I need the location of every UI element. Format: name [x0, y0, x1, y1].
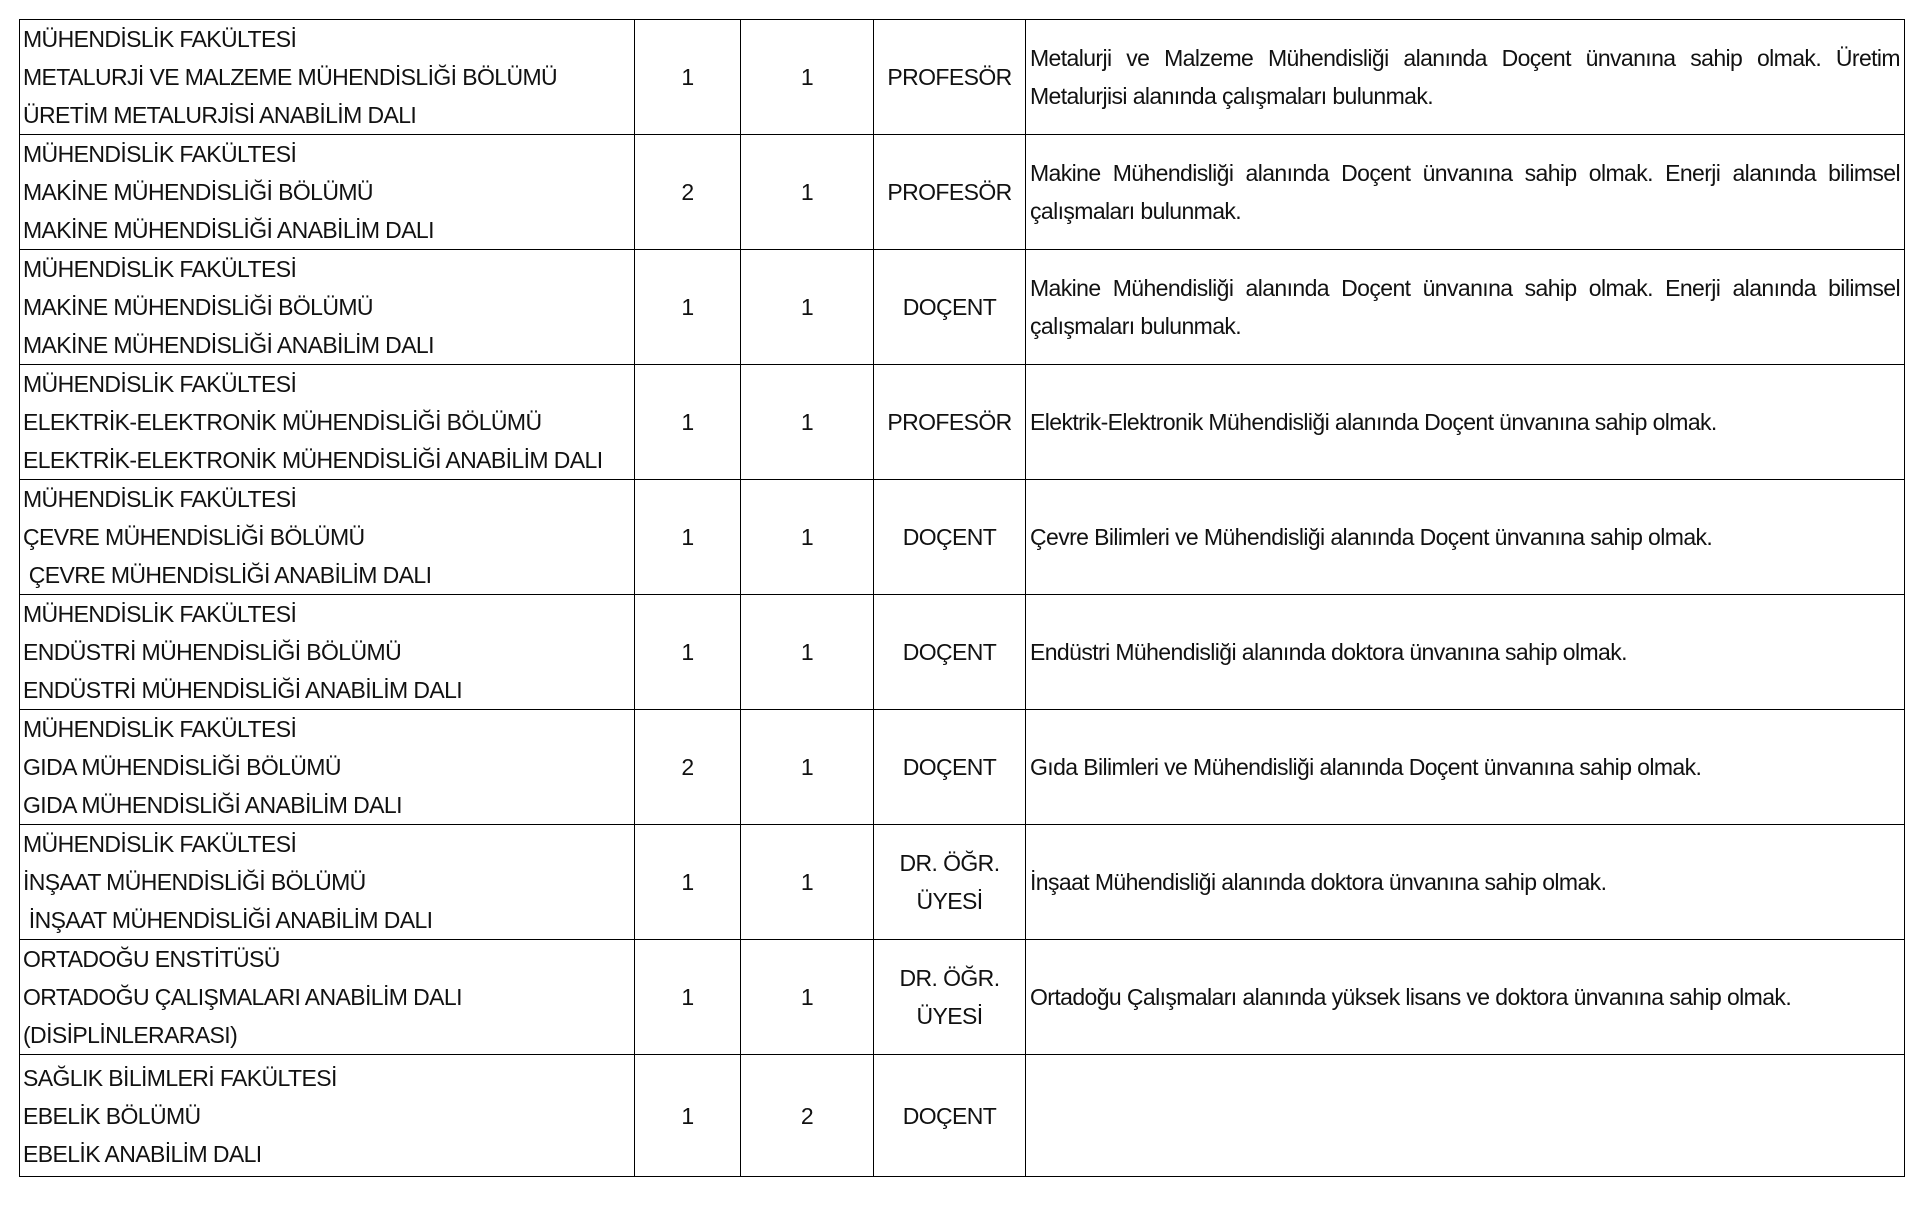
- unit-line: ÜRETİM METALURJİSİ ANABİLİM DALI: [23, 102, 417, 128]
- unit-line: MÜHENDİSLİK FAKÜLTESİ: [23, 601, 297, 627]
- title-cell: [874, 250, 1026, 365]
- title-cell: [874, 1055, 1026, 1177]
- table-row: [20, 135, 1905, 250]
- title-line: DOÇENT: [902, 294, 997, 320]
- unit-line: METALURJİ VE MALZEME MÜHENDİSLİĞİ BÖLÜMÜ: [23, 64, 558, 90]
- unit-line: EBELİK BÖLÜMÜ: [23, 1102, 201, 1129]
- table-row: [20, 20, 1905, 135]
- unit-line: SAĞLIK BİLİMLERİ FAKÜLTESİ: [23, 1064, 337, 1091]
- unit-line: (DİSİPLİNLERARASI): [23, 1022, 238, 1048]
- count-cell: 1: [635, 480, 741, 595]
- unit-line: MÜHENDİSLİK FAKÜLTESİ: [23, 831, 297, 857]
- count-cell-2: 1: [741, 365, 874, 480]
- unit-line: ELEKTRİK-ELEKTRONİK MÜHENDİSLİĞİ ANABİLİM DALI: [23, 447, 603, 473]
- title-line: PROFESÖR: [887, 179, 1012, 205]
- unit-line: ÇEVRE MÜHENDİSLİĞİ BÖLÜMÜ: [23, 524, 365, 550]
- unit-line: MAKİNE MÜHENDİSLİĞİ BÖLÜMÜ: [23, 294, 373, 320]
- unit-line: MÜHENDİSLİK FAKÜLTESİ: [23, 486, 297, 512]
- requirement-cell: Çevre Bilimleri ve Mühendisliği alanında Doçent ünvanına sahip olmak.: [1026, 480, 1905, 595]
- unit-line: ENDÜSTRİ MÜHENDİSLİĞİ ANABİLİM DALI: [23, 677, 463, 703]
- title-cell: [874, 940, 1026, 1055]
- unit-cell: [20, 135, 635, 250]
- title-line: PROFESÖR: [887, 64, 1012, 90]
- unit-line: GIDA MÜHENDİSLİĞİ BÖLÜMÜ: [23, 754, 341, 780]
- title-line: DOÇENT: [902, 639, 997, 665]
- requirement-cell: Ortadoğu Çalışmaları alanında yüksek lisans ve doktora ünvanına sahip olmak.: [1026, 940, 1905, 1055]
- table-row: [20, 595, 1905, 710]
- count-cell-2: 1: [741, 710, 874, 825]
- table-body: [20, 20, 1905, 1177]
- unit-cell: [20, 480, 635, 595]
- count-cell-2: 1: [741, 135, 874, 250]
- requirement-cell: [1026, 1055, 1905, 1177]
- count-cell: 1: [635, 595, 741, 710]
- position-table: [19, 19, 1905, 1177]
- title-line: DOÇENT: [902, 524, 997, 550]
- title-line: DR. ÖĞR.: [899, 850, 1000, 876]
- table-row: [20, 250, 1905, 365]
- requirement-cell: Endüstri Mühendisliği alanında doktora ünvanına sahip olmak.: [1026, 595, 1905, 710]
- count-cell: 1: [635, 20, 741, 135]
- table-row: [20, 480, 1905, 595]
- count-cell-2: 1: [741, 480, 874, 595]
- title-cell: [874, 825, 1026, 940]
- table-row: [20, 825, 1905, 940]
- title-cell: [874, 20, 1026, 135]
- unit-line: ENDÜSTRİ MÜHENDİSLİĞİ BÖLÜMÜ: [23, 639, 402, 665]
- table-row: [20, 1055, 1905, 1177]
- table-row: [20, 940, 1905, 1055]
- count-cell-2: 1: [741, 940, 874, 1055]
- unit-line: MÜHENDİSLİK FAKÜLTESİ: [23, 371, 297, 397]
- unit-cell: [20, 825, 635, 940]
- count-cell-2: 1: [741, 250, 874, 365]
- title-line: ÜYESİ: [916, 1003, 983, 1029]
- table-row: [20, 365, 1905, 480]
- unit-line: ORTADOĞU ÇALIŞMALARI ANABİLİM DALI: [23, 984, 462, 1010]
- unit-line: MÜHENDİSLİK FAKÜLTESİ: [23, 26, 297, 52]
- requirement-cell: Makine Mühendisliği alanında Doçent ünvanına sahip olmak. Enerji alanında bilimsel çalışmaları bulunmak.: [1026, 250, 1905, 365]
- requirement-cell: Gıda Bilimleri ve Mühendisliği alanında Doçent ünvanına sahip olmak.: [1026, 710, 1905, 825]
- title-line: PROFESÖR: [887, 409, 1012, 435]
- unit-line: MAKİNE MÜHENDİSLİĞİ ANABİLİM DALI: [23, 217, 434, 243]
- unit-line: ÇEVRE MÜHENDİSLİĞİ ANABİLİM DALI: [23, 562, 432, 588]
- count-cell-2: 1: [741, 595, 874, 710]
- title-cell: [874, 710, 1026, 825]
- unit-line: GIDA MÜHENDİSLİĞİ ANABİLİM DALI: [23, 792, 402, 818]
- title-line: DOÇENT: [902, 1102, 997, 1129]
- requirement-cell: Makine Mühendisliği alanında Doçent ünvanına sahip olmak. Enerji alanında bilimsel çalışmaları bulunmak.: [1026, 135, 1905, 250]
- count-cell: 1: [635, 365, 741, 480]
- unit-cell: [20, 20, 635, 135]
- title-line: ÜYESİ: [916, 888, 983, 914]
- count-cell: 1: [635, 825, 741, 940]
- unit-cell: [20, 940, 635, 1055]
- count-cell: 1: [635, 1055, 741, 1177]
- requirement-cell: Metalurji ve Malzeme Mühendisliği alanında Doçent ünvanına sahip olmak. Üretim Metalurjisi alanında çalışmaları bulunmak.: [1026, 20, 1905, 135]
- unit-line: EBELİK ANABİLİM DALI: [23, 1140, 262, 1167]
- count-cell: 2: [635, 135, 741, 250]
- count-cell: 2: [635, 710, 741, 825]
- unit-line: MAKİNE MÜHENDİSLİĞİ ANABİLİM DALI: [23, 332, 434, 358]
- unit-line: MAKİNE MÜHENDİSLİĞİ BÖLÜMÜ: [23, 179, 373, 205]
- count-cell-2: 2: [741, 1055, 874, 1177]
- unit-line: ELEKTRİK-ELEKTRONİK MÜHENDİSLİĞİ BÖLÜMÜ: [23, 409, 542, 435]
- title-line: DR. ÖĞR.: [899, 965, 1000, 991]
- unit-cell: [20, 1055, 635, 1177]
- unit-line: ORTADOĞU ENSTİTÜSÜ: [23, 946, 280, 972]
- title-cell: [874, 365, 1026, 480]
- table-row: [20, 710, 1905, 825]
- position-table-container: [19, 19, 1904, 1177]
- title-cell: [874, 595, 1026, 710]
- count-cell: 1: [635, 940, 741, 1055]
- unit-line: MÜHENDİSLİK FAKÜLTESİ: [23, 256, 297, 282]
- count-cell: 1: [635, 250, 741, 365]
- count-cell-2: 1: [741, 825, 874, 940]
- unit-cell: [20, 250, 635, 365]
- unit-line: İNŞAAT MÜHENDİSLİĞİ ANABİLİM DALI: [23, 907, 433, 933]
- unit-cell: [20, 710, 635, 825]
- title-cell: [874, 480, 1026, 595]
- title-line: DOÇENT: [902, 754, 997, 780]
- unit-cell: [20, 595, 635, 710]
- unit-line: İNŞAAT MÜHENDİSLİĞİ BÖLÜMÜ: [23, 869, 366, 895]
- unit-cell: [20, 365, 635, 480]
- unit-line: MÜHENDİSLİK FAKÜLTESİ: [23, 141, 297, 167]
- requirement-cell: Elektrik-Elektronik Mühendisliği alanında Doçent ünvanına sahip olmak.: [1026, 365, 1905, 480]
- title-cell: [874, 135, 1026, 250]
- requirement-cell: İnşaat Mühendisliği alanında doktora ünvanına sahip olmak.: [1026, 825, 1905, 940]
- unit-line: MÜHENDİSLİK FAKÜLTESİ: [23, 716, 297, 742]
- count-cell-2: 1: [741, 20, 874, 135]
